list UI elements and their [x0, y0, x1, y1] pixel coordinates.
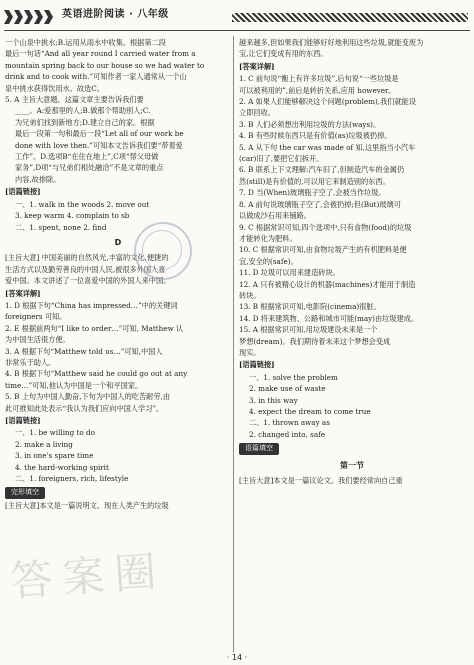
text-line: 工作”。D.选项B“在住在地上”,C项“帮父母做 [15, 152, 159, 162]
text-line: 5. B 上句为中国人勤奋,下句为中国人的吃苦耐劳,由 [5, 392, 171, 402]
right-intro [239, 37, 465, 60]
text-line: 2. changed into, safe [249, 429, 326, 439]
text-line: 7. D 当(When)玻璃瓶子空了,会被当作垃圾。 [239, 188, 386, 198]
text-line: 现实。 [239, 347, 261, 357]
section-label: [语篇链接] [239, 360, 275, 370]
text-line: (car)旧了,要把它们拆开。 [239, 154, 324, 164]
text-line: 宝,让它们变成有用的东西。 [239, 49, 328, 59]
text-line: 3. B 人们必须想出利用垃圾的方法(ways)。 [239, 119, 381, 129]
text-line: 15. A 根据常识可知,用垃圾建设未来是一个 [239, 325, 378, 335]
text-line: 3. A 根据下句“Matthew told us…”可知,中国人 [5, 346, 163, 356]
text-line: 12. A 只有被精心设计的机器(machines)才能用于制造 [239, 279, 416, 289]
text-line: 内容,故排除。 [15, 174, 61, 184]
text-line: 1. C 前句说“衡上有许多垃圾”,后句说“一些垃圾是 [239, 74, 399, 84]
text-line: 可以被利用的”,前后是转折关系,应用 however。 [239, 85, 396, 95]
text-line: 立即回收。 [239, 108, 275, 118]
header-rule [4, 30, 470, 31]
text-line: 4. B 有些时候东西只是有价值(as)垃圾被扔掉。 [239, 131, 392, 141]
text-line: 才能转化为肥料。 [239, 233, 297, 243]
text-line: 最后一句话“And all year round I carried water from a [5, 49, 196, 59]
text-line: 最后一段第一句和最后一段“Let all of our work be [15, 129, 184, 139]
text-line: [主旨大意] 中国美丽的自然风光,丰富的文化,便捷的 [5, 253, 169, 263]
text-line: 为兄弟们找到新地方;D.建立自己的家。根据 [15, 117, 155, 127]
book-title: 英语进阶阅读 · 八年级 [62, 9, 169, 20]
text-line: 11. D 垃圾可以用来建造砖块。 [239, 268, 340, 278]
text-line: 一、1. walk in the woods 2. move out [15, 199, 150, 209]
text-line: 2. make use of waste [249, 384, 326, 394]
passage-d-summary [5, 252, 231, 286]
text-line: 9. C 根据常识可知,四个选项中,只有食物(food)的垃圾 [239, 222, 412, 232]
link-answers-3 [239, 372, 465, 440]
link-answers-1 [5, 199, 231, 233]
text-line: 二、1. thrown away as [249, 418, 330, 428]
text-line: 2. E 根据前两句“I like to order…”可知, Matthew 认 [5, 323, 184, 333]
text-line: [主旨大意]本文是一篇议论文。我们要经常向自己重 [239, 476, 403, 486]
text-line: 4. the hard-working spirit [15, 462, 109, 472]
cloze-answers [239, 73, 465, 358]
text-line: 一、1. be willing to do [15, 428, 95, 438]
page-header [0, 0, 474, 36]
section-label: [语篇链接] [5, 187, 41, 197]
left-intro [5, 37, 231, 94]
text-line: drink and to cook with.”可知作者一家人通常从一个山 [5, 72, 187, 82]
text-line: 4. B 根据下句“Matthew said he could go out at any [5, 369, 188, 379]
chevron-decoration-icon [4, 10, 54, 24]
text-line: 8. A 前句说玻璃瓶子空了,会被扔掉;但(But)玻璃可 [239, 199, 401, 209]
text-line: 2. A 如果人们能够解决这个问题(problem),我们就能设 [239, 97, 417, 107]
watermark: 答案圈 [8, 546, 168, 606]
text-line: foreigners 可知。 [5, 312, 67, 322]
text-line: 3. in this way [249, 395, 298, 405]
passage-d-answers [5, 300, 231, 414]
link-answers-2 [5, 427, 231, 484]
text-line: time…”可知,他认为中国是一个和平国家。 [5, 380, 143, 390]
text-line: 6. B 联系上下文理解:汽车旧了,但制造汽车的金属仍 [239, 165, 405, 175]
text-line: 14. D 将来建筑物、公路和城市可能(may)由垃圾建成。 [239, 313, 419, 323]
text-line: 13. B 根据常识可知,电影院(cinema)很脏。 [239, 302, 381, 312]
right-column [239, 37, 465, 486]
seal-stamp-icon [134, 222, 192, 280]
section-title: 第一节 [340, 460, 364, 470]
text-line: 3. keep warm 4. complain to sb [15, 211, 130, 221]
section-label: [答案详解] [239, 61, 275, 71]
text-line: 为中国生活很方便。 [5, 335, 70, 345]
text-line: 梦想(dream)。我们期待着未来这个梦想会变成 [239, 336, 391, 346]
text-line: 5. A 从下句 the car was made of 知,这里指当小汽车 [239, 142, 416, 152]
section-label: [语篇链接] [5, 416, 41, 425]
text-line: 3. in one's spare time [15, 451, 94, 461]
text-line: mountain spring back to our house so we had water to [5, 60, 205, 70]
left-column [5, 37, 231, 511]
text-line: 一个山泉中挑水;B.运用从雨水中收集。根据第二段 [5, 38, 166, 47]
text-line: 二、1. spent, none 2. find [15, 222, 107, 232]
text-line: 非常乐于助人。 [5, 357, 56, 367]
text-line: 宜,安全的(safe)。 [239, 256, 298, 266]
column-divider [233, 36, 234, 652]
text-line: 爱中国。本文讲述了一位喜爱中国的外国人来中国。 [5, 276, 171, 286]
text-line: 此可推知此处表示“我认为我们应向中国人学习”。 [5, 403, 164, 413]
text-line: 5. A 主旨大意题。这篇文章主要告诉我们要 [5, 95, 144, 105]
text-line: 2. make a living [15, 439, 73, 449]
text-line: 以做成沙石用来铺路。 [239, 211, 311, 221]
text-line: ____。A:爱那里的人;B.做那个帮助别人;C. [15, 106, 151, 116]
text-line: 1. D 根据下句“China has impressed…”中的关键词 [5, 300, 178, 310]
section-banner: 语篇填空 [239, 443, 279, 454]
text-line: 一、1. solve the problem [249, 372, 338, 382]
text-line: 家务”,D项“与兄弟们相处融洽”不是文章的重点 [15, 163, 164, 173]
text-line: 泉中挑水获得饮用水。故选C。 [5, 83, 104, 93]
text-line: 4. expect the dream to come true [249, 407, 371, 416]
text-line: 生活方式以及勤劳善良的中国人民,被很多外国人喜 [5, 264, 166, 274]
text-line: done with love then.”可知本文告诉我们要“带着爱 [15, 140, 183, 150]
question-5 [5, 94, 231, 185]
text-line: 二、1. foreigners, rich, lifestyle [15, 474, 129, 484]
text-line: 砖块。 [239, 290, 261, 300]
text-line: 10. C 根据常识可知,由食物垃圾产生的有机肥料是便 [239, 245, 407, 255]
hatch-decoration [232, 13, 468, 22]
section-banner: 完形填空 [5, 487, 45, 498]
page-number: · 14 · [226, 653, 248, 662]
text-line: 越来越多,但如果我们能够好好地利用这些垃圾,就能变废为 [239, 38, 424, 47]
text-line: [主旨大意]本文是一篇说明文。现在人类产生的垃圾 [5, 500, 169, 510]
section-label: [答案详解] [5, 288, 41, 298]
section-d-title: D [114, 237, 122, 247]
text-line: 然(still)是有价值的,可以用它来制造别的东西。 [239, 176, 390, 186]
